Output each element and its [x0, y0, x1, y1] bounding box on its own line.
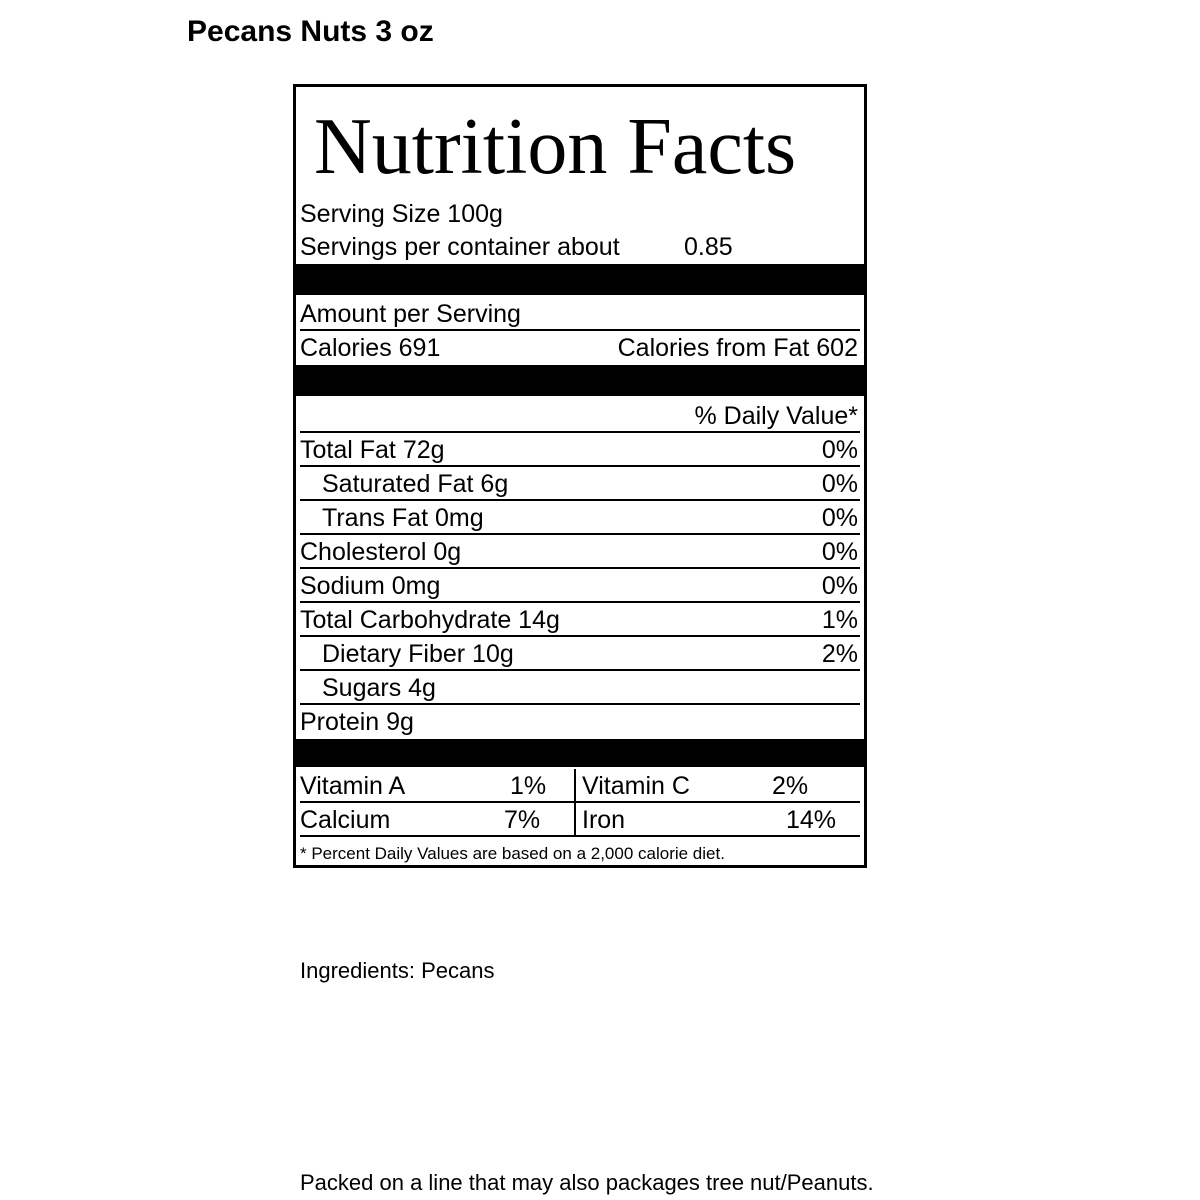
- serving-size: [300, 197, 860, 231]
- nutrient-row-sodium: [300, 569, 860, 603]
- nutrient-name: Cholesterol 0g: [300, 538, 462, 566]
- nutrient-row-dietary-fiber: [300, 637, 860, 671]
- thick-divider-2: [296, 365, 864, 396]
- ingredients-text: Ingredients: Pecans: [300, 958, 495, 983]
- vitamin-value: 14%: [786, 806, 837, 834]
- nutrient-dv: 0%: [821, 470, 858, 498]
- servings-per-container-label: Servings per container about: [300, 233, 620, 261]
- nutrient-row-sugars: [300, 671, 860, 705]
- nutrient-row-cholesterol: [300, 535, 860, 569]
- nutrient-dv: 2%: [821, 640, 858, 668]
- vitamin-row-2: [300, 803, 860, 837]
- vitamin-value: 7%: [504, 806, 541, 834]
- footnote: * Percent Daily Values are based on a 2,000 calorie diet.: [300, 844, 725, 863]
- nutrient-name: Total Carbohydrate 14g: [300, 606, 560, 634]
- thick-divider-3: [296, 739, 864, 767]
- nutrient-name: Total Fat 72g: [300, 436, 445, 464]
- nutrient-row-protein: [300, 705, 860, 739]
- nutrient-name: Dietary Fiber 10g: [322, 640, 514, 668]
- daily-value-header-text: % Daily Value*: [694, 402, 858, 430]
- nutrient-dv: 0%: [821, 572, 858, 600]
- thick-divider-1: [296, 264, 864, 295]
- vitamin-column-divider: [574, 769, 576, 837]
- nutrient-name: Sodium 0mg: [300, 572, 441, 600]
- nutrient-row-saturated-fat: [300, 467, 860, 501]
- vitamin-value: 2%: [772, 772, 809, 800]
- calories-row: [300, 331, 860, 365]
- nutrient-name: Saturated Fat 6g: [322, 470, 509, 498]
- nutrient-row-trans-fat: [300, 501, 860, 535]
- vitamin-name: Vitamin A: [300, 772, 406, 800]
- daily-value-header: [300, 399, 860, 433]
- nutrient-name: Sugars 4g: [322, 674, 436, 702]
- nutrient-dv: 0%: [821, 504, 858, 532]
- nutrition-facts-label: [293, 84, 867, 868]
- calories-text: Calories 691: [300, 334, 441, 362]
- product-title: Pecans Nuts 3 oz: [187, 15, 434, 48]
- nutrient-name: Trans Fat 0mg: [322, 504, 484, 532]
- vitamin-name: Iron: [582, 806, 626, 834]
- nutrition-facts-heading: Nutrition Facts: [314, 103, 797, 191]
- vitamin-value: 1%: [510, 772, 547, 800]
- nutrient-dv: 0%: [821, 538, 858, 566]
- vitamin-row-1: [300, 769, 860, 803]
- vitamin-name: Calcium: [300, 806, 391, 834]
- nutrient-name: Protein 9g: [300, 708, 414, 736]
- servings-per-container-value: 0.85: [684, 233, 733, 261]
- serving-size-text: Serving Size 100g: [300, 200, 503, 228]
- amount-per-serving: [300, 297, 860, 331]
- nutrient-row-total-carbohydrate: [300, 603, 860, 637]
- nutrient-dv: 0%: [821, 436, 858, 464]
- nutrient-row-total-fat: [300, 433, 860, 467]
- amount-per-serving-text: Amount per Serving: [300, 300, 521, 328]
- vitamin-name: Vitamin C: [582, 772, 690, 800]
- servings-per-container: [300, 230, 860, 264]
- nutrient-dv: 1%: [821, 606, 858, 634]
- calories-from-fat-text: Calories from Fat 602: [617, 334, 858, 362]
- packed-notice: Packed on a line that may also packages tree nut/Peanuts.: [300, 1170, 874, 1195]
